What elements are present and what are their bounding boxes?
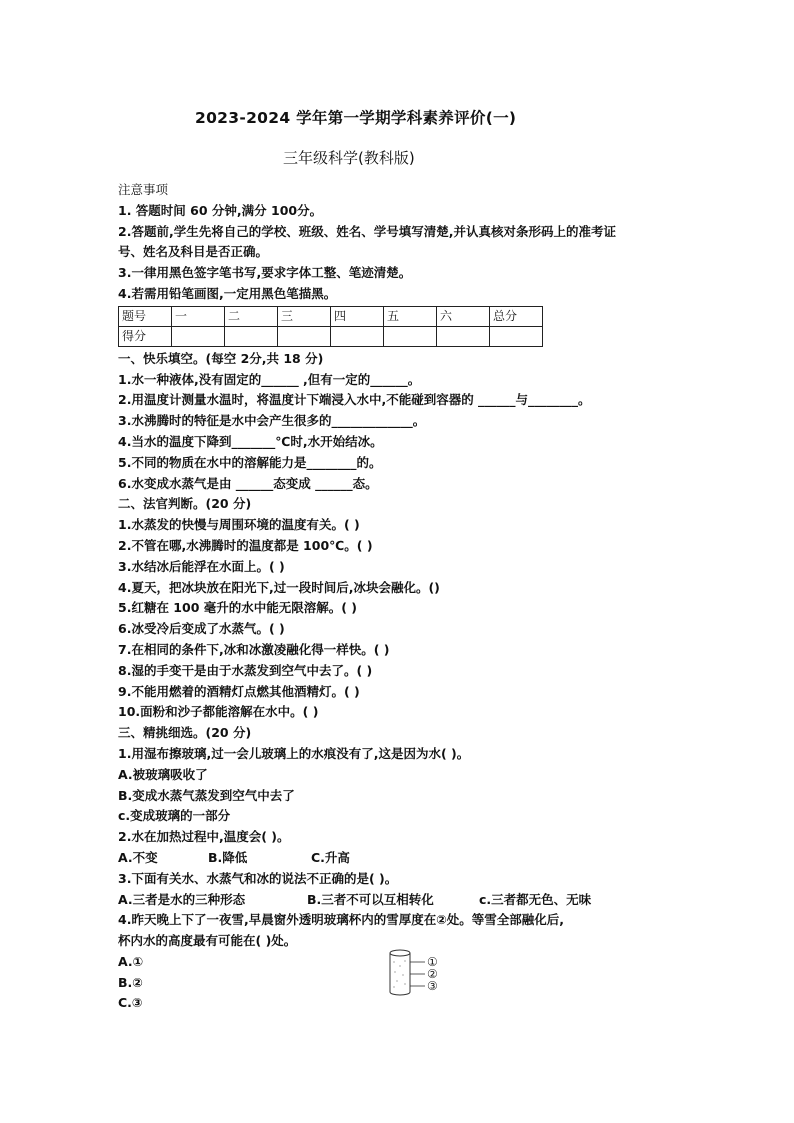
fill-question: 6.水变成水蒸气是由 ______态变成 ______态。 bbox=[118, 475, 378, 491]
judge-question: 7.在相同的条件下,冰和冰激凌融化得一样快。( ) bbox=[118, 641, 390, 657]
section2-heading: 二、法官判断。(20 分) bbox=[118, 496, 252, 512]
exam-content bbox=[118, 180, 688, 1014]
fill-question: 3.水沸腾时的特征是水中会产生很多的_____________。 bbox=[118, 413, 426, 429]
note-item: 4.若需用铅笔画图,一定用黑色笔描黑。 bbox=[118, 285, 337, 301]
glass-cup-figure bbox=[386, 948, 446, 1000]
judge-question: 6.冰受冷后变成了水蒸气。( ) bbox=[118, 621, 285, 637]
fill-question: 1.水一种液体,没有固定的______ ,但有一定的______。 bbox=[118, 371, 421, 387]
figure-label: ① bbox=[427, 955, 438, 969]
note-item: 2.答题前,学生先将自己的学校、班级、姓名、学号填写清楚,并认真核对条形码上的准考证 bbox=[118, 223, 616, 239]
exam-subtitle: 三年级科学(教科版) bbox=[283, 149, 415, 167]
score-table bbox=[118, 306, 543, 347]
score-table-cell: 四 bbox=[331, 306, 384, 326]
score-blank-cell[interactable] bbox=[384, 326, 437, 346]
score-table-cell: 二 bbox=[225, 306, 278, 326]
choice-question: 4.昨天晚上下了一夜雪,早晨窗外透明玻璃杯内的雪厚度在②处。等雪全部融化后, bbox=[118, 912, 565, 928]
choice-option: A.被玻璃吸收了 bbox=[118, 766, 208, 782]
judge-question: 5.红糖在 100 毫升的水中能无限溶解。( ) bbox=[118, 600, 358, 616]
choice-options-row bbox=[118, 848, 688, 869]
choice-question: 1.用湿布擦玻璃,过一会儿玻璃上的水痕没有了,这是因为水( )。 bbox=[118, 745, 470, 761]
choice-option: B.三者不可以互相转化 bbox=[307, 891, 434, 907]
score-table-cell: 题号 bbox=[119, 306, 172, 326]
choice-option: A.不变 bbox=[118, 849, 158, 865]
choice-option: B.变成水蒸气蒸发到空气中去了 bbox=[118, 787, 295, 803]
judge-question: 8.湿的手变干是由于水蒸发到空气中去了。( ) bbox=[118, 662, 373, 678]
choice-option: B.② bbox=[118, 974, 143, 990]
score-table-score-row bbox=[119, 326, 543, 346]
choice-option: A.① bbox=[118, 953, 144, 969]
choice-option: A.三者是水的三种形态 bbox=[118, 891, 246, 907]
score-table-cell: 三 bbox=[278, 306, 331, 326]
score-blank-cell[interactable] bbox=[278, 326, 331, 346]
score-blank-cell[interactable] bbox=[225, 326, 278, 346]
choice-question: 2.水在加热过程中,温度会( )。 bbox=[118, 829, 290, 845]
choice-question: 3.下面有关水、水蒸气和冰的说法不正确的是( )。 bbox=[118, 870, 398, 886]
notes-heading: 注意事项 bbox=[118, 182, 169, 197]
judge-question: 3.水结冰后能浮在水面上。( ) bbox=[118, 558, 285, 574]
score-table-header-row bbox=[119, 306, 543, 326]
section3-heading: 三、精挑细选。(20 分) bbox=[118, 725, 252, 741]
judge-question: 2.不管在哪,水沸腾时的温度都是 100℃。( ) bbox=[118, 537, 373, 553]
score-blank-cell[interactable] bbox=[437, 326, 490, 346]
choice-option: B.降低 bbox=[208, 849, 248, 865]
score-blank-cell[interactable] bbox=[331, 326, 384, 346]
score-blank-cell[interactable] bbox=[172, 326, 225, 346]
choice-option: c.三者都无色、无味 bbox=[479, 891, 592, 907]
judge-question: 9.不能用燃着的酒精灯点燃其他酒精灯。( ) bbox=[118, 683, 360, 699]
choice-question-continued: 杯内水的高度最有可能在( )处。 bbox=[118, 933, 297, 949]
score-row-label: 得分 bbox=[119, 326, 172, 346]
section1-heading: 一、快乐填空。(每空 2分,共 18 分) bbox=[118, 350, 324, 366]
judge-question: 10.面粉和沙子都能溶解在水中。( ) bbox=[118, 704, 319, 720]
fill-question: 2.用温度计测量水温时，将温度计下端浸入水中,不能碰到容器的 ______与________。 bbox=[118, 392, 591, 408]
choice-option: C.③ bbox=[118, 995, 143, 1011]
fill-question: 5.不同的物质在水中的溶解能力是________的。 bbox=[118, 454, 382, 470]
choice-option: C.升高 bbox=[311, 849, 350, 865]
exam-title: 2023-2024 学年第一学期学科素养评价(一) bbox=[195, 109, 517, 127]
figure-label: ③ bbox=[427, 979, 438, 993]
score-table-cell: 五 bbox=[384, 306, 437, 326]
judge-question: 1.水蒸发的快慢与周围环境的温度有关。( ) bbox=[118, 517, 360, 533]
score-table-cell: 总分 bbox=[490, 306, 543, 326]
judge-question: 4.夏天，把冰块放在阳光下,过一段时间后,冰块会融化。() bbox=[118, 579, 440, 595]
score-table-cell: 一 bbox=[172, 306, 225, 326]
score-table-cell: 六 bbox=[437, 306, 490, 326]
note-item: 3.一律用黑色签字笔书写,要求字体工整、笔迹清楚。 bbox=[118, 265, 412, 281]
note-item: 1. 答题时间 60 分钟,满分 100分。 bbox=[118, 202, 323, 218]
fill-question: 4.当水的温度下降到_______℃时,水开始结冰。 bbox=[118, 433, 383, 449]
choice-option: c.变成玻璃的一部分 bbox=[118, 808, 231, 824]
glass-cup-icon bbox=[386, 948, 446, 1000]
choice-options-row bbox=[118, 890, 688, 911]
note-item: 号、姓名及科目是否正确。 bbox=[118, 244, 269, 260]
figure-label: ② bbox=[427, 967, 438, 981]
score-blank-cell[interactable] bbox=[490, 326, 543, 346]
